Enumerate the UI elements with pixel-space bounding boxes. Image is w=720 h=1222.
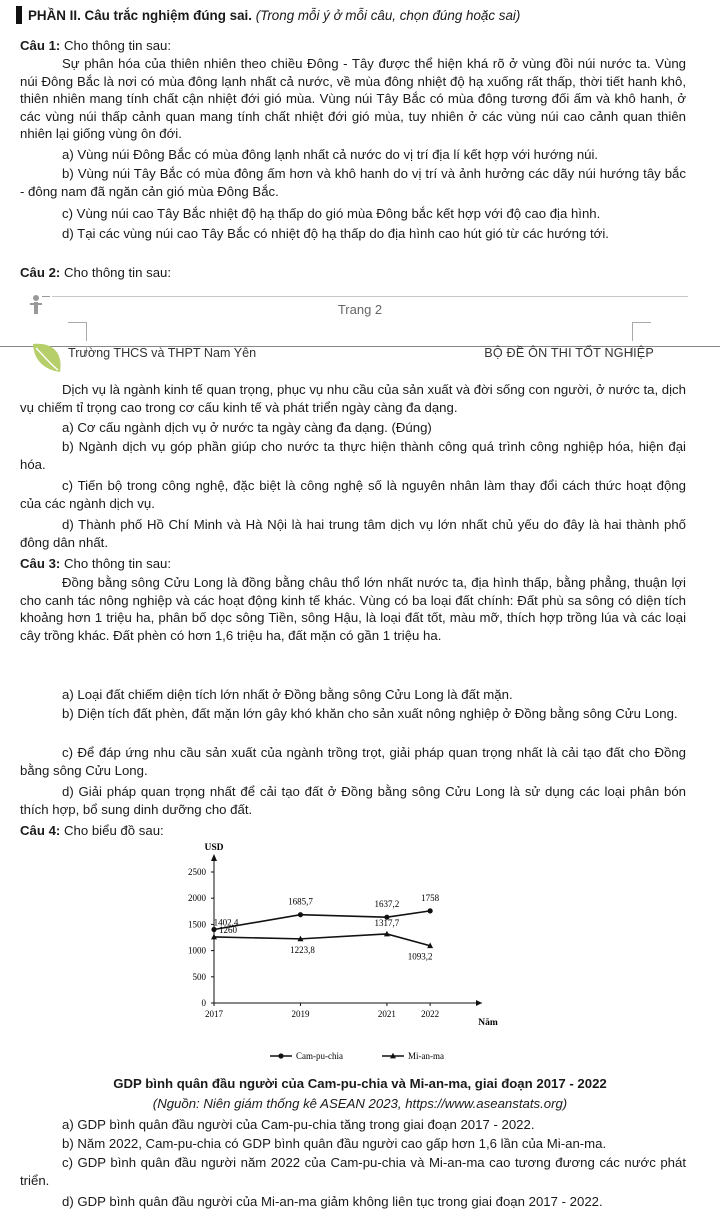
- section-heading: [16, 6, 520, 25]
- data-label: 1317,7: [374, 917, 400, 928]
- section-title: PHẦN II. Câu trắc nghiệm đúng sai.: [28, 8, 252, 23]
- q3-option-d: d) Giải pháp quan trọng nhất để cải tạo đất ở Đồng bằng sông Cửu Long là sử dụng các loại phân bón thích hợp, bổ sung dinh dưỡng cho đất.: [20, 784, 686, 817]
- data-label: 1685,7: [288, 896, 313, 907]
- q1-passage: Sự phân hóa của thiên nhiên theo chiều Đông - Tây được thể hiện khá rõ ở vùng đồi núi nước ta. Vùng núi Đông Bắc là nơi có mùa đông lạnh nhất cả nước, về mùa đông nhiệt độ hạ xuống rất thấp, thời tiết hanh khô, thiên nhiên mang tính chất cận nhiệt đới gió mùa. Vùng núi Tây Bắc có mùa đông tương đối ấm và khô hanh, ở các vùng núi thấp cảnh quan mang tính chất nhiệt đới gió mùa, tuy nhiên ở các vùng núi cao cảnh quan thiên nhiên lại giống vùng ôn đới.: [20, 56, 686, 141]
- legend-label: Mi-an-ma: [408, 1051, 444, 1061]
- leaf-logo-icon: [30, 340, 64, 380]
- series-line-myanmar: [214, 934, 430, 946]
- chart-source: (Nguồn: Niên giám thống kê ASEAN 2023, https://www.aseanstats.org): [152, 1096, 568, 1111]
- data-label: 1093,2: [407, 951, 433, 962]
- y-axis-arrow: [211, 854, 217, 861]
- x-axis-title: Năm: [478, 1018, 498, 1028]
- q3-option-b: b) Diện tích đất phèn, đất mặn lớn gây khó khăn cho sản xuất nông nghiệp ở Đồng bằng sông Cửu Long.: [62, 706, 678, 721]
- y-tick-label: 2000: [188, 893, 206, 904]
- q2-heading: [20, 264, 686, 282]
- q1-option-b: b) Vùng núi Tây Bắc có mùa đông ấm hơn và khô hanh do vị trí và ảnh hưởng các dãy núi hướng tây bắc - đông nam đã ngăn cản gió mùa Đông Bắc.: [20, 166, 686, 199]
- section-marker: [16, 6, 22, 24]
- x-tick-label: 2017: [205, 1009, 223, 1019]
- x-axis-arrow: [476, 1000, 482, 1006]
- q4-lead: Cho biểu đồ sau:: [63, 823, 164, 838]
- data-point: [298, 912, 303, 917]
- x-tick-label: 2022: [421, 1009, 440, 1019]
- q2-option-c: c) Tiến bộ trong công nghệ, đặc biệt là công nghệ số là nguyên nhân làm thay đổi cách thức hoạt động của các ngành dịch vụ.: [20, 478, 686, 511]
- y-tick-label: 500: [192, 971, 206, 982]
- q1-lead: Cho thông tin sau:: [63, 38, 172, 53]
- chart-caption: GDP bình quân đầu người của Cam-pu-chia và Mi-an-ma, giai đoạn 2017 - 2022: [113, 1076, 607, 1091]
- margin-corner-top-right: [632, 322, 651, 341]
- q4-option-a: a) GDP bình quân đầu người của Cam-pu-chia tăng trong giai đoạn 2017 - 2022.: [62, 1117, 535, 1132]
- section-note: (Trong mỗi ý ở mỗi câu, chọn đúng hoặc sai): [255, 8, 521, 23]
- q2-option-b: b) Ngành dịch vụ góp phần giúp cho nước ta thực hiện thành công quá trình công nghiệp hóa, hiện đại hóa.: [20, 439, 686, 472]
- margin-corner-top-left: [68, 322, 87, 341]
- q2-label: Câu 2:: [20, 265, 61, 280]
- q4-heading: [20, 822, 686, 840]
- gdp-line-chart: [172, 840, 532, 1070]
- q4-option-b: b) Năm 2022, Cam-pu-chia có GDP bình quân đầu người cao gấp hơn 1,6 lần của Mi-an-ma.: [62, 1136, 607, 1151]
- q2-option-d: d) Thành phố Hồ Chí Minh và Hà Nội là hai trung tâm dịch vụ lớn nhất chủ yếu do đây là hai thành phố đông dân nhất.: [20, 517, 686, 550]
- data-label: 1260: [219, 924, 237, 935]
- data-point: [428, 908, 433, 913]
- q1-option-a: a) Vùng núi Đông Bắc có mùa đông lạnh nhất cả nước do vị trí địa lí kết hợp với hướng núi.: [62, 147, 599, 162]
- q1-label: Câu 1:: [20, 38, 61, 53]
- legend-label: Cam-pu-chia: [296, 1051, 343, 1061]
- y-axis-title: USD: [204, 843, 224, 853]
- q3-option-a: a) Loại đất chiếm diện tích lớn nhất ở Đồng bằng sông Cửu Long là đất mặn.: [62, 687, 513, 702]
- x-tick-label: 2019: [291, 1009, 310, 1019]
- q3-option-c: c) Để đáp ứng nhu cầu sản xuất của ngành trồng trọt, giải pháp quan trọng nhất là cải tạo đất cho Đồng bằng sông Cửu Long.: [20, 745, 686, 778]
- q3-passage: Đồng bằng sông Cửu Long là đồng bằng châu thổ lớn nhất nước ta, địa hình thấp, bằng phẳng, thuận lợi cho canh tác nông nghiệp và các hoạt động kinh tế khác. Vùng có ba loại đất chính: Đất phù sa sông có diện tích khoảng hơn 1 triệu ha, phân bố dọc sông Tiền, sông Hậu, là loại đất tốt, màu mỡ, thích hợp trồng lúa và các loại cây trồng khác. Đất phèn có hơn 1,6 triệu ha, đất mặn có gần 1 triệu ha.: [20, 575, 686, 643]
- data-label: 1223,8: [290, 944, 315, 955]
- q3-lead: Cho thông tin sau:: [63, 556, 172, 571]
- exam-title: BỘ ĐỀ ÔN THI TỐT NGHIỆP: [484, 346, 654, 360]
- q2-passage: Dịch vụ là ngành kinh tế quan trọng, phục vụ nhu cầu của sản xuất và đời sống con người, ở nước ta, dịch vụ chiếm tỉ trọng cao trong cơ cấu kinh tế và phát triển ngày càng đa dạng.: [20, 382, 686, 415]
- page-break-line-top: [52, 296, 688, 297]
- y-tick-label: 0: [201, 998, 206, 1008]
- q1-option-d: d) Tại các vùng núi cao Tây Bắc có nhiệt độ hạ thấp do địa hình cao hút gió từ các hướng tới.: [62, 226, 609, 241]
- y-tick-label: 1500: [188, 919, 206, 930]
- data-label: 1402,4: [213, 917, 239, 928]
- x-tick-label: 2021: [377, 1009, 396, 1019]
- school-name: Trường THCS và THPT Nam Yên: [68, 346, 257, 360]
- page-number: Trang 2: [337, 302, 383, 317]
- q2-lead: Cho thông tin sau:: [63, 265, 172, 280]
- data-point: [211, 927, 216, 932]
- q1-option-c: c) Vùng núi cao Tây Bắc nhiệt độ hạ thấp do gió mùa Đông bắc kết hợp với độ cao địa hình.: [62, 206, 601, 221]
- q1-heading: [20, 37, 686, 55]
- q4-option-c: c) GDP bình quân đầu người năm 2022 của Cam-pu-chia và Mi-an-ma cao tương đương các nước phát triển.: [20, 1155, 686, 1188]
- q4-label: Câu 4:: [20, 823, 61, 838]
- y-tick-label: 2500: [188, 867, 206, 877]
- legend-marker: [278, 1053, 283, 1058]
- data-label: 1637,2: [374, 899, 400, 910]
- q3-heading: [20, 555, 686, 573]
- q2-option-a: a) Cơ cấu ngành dịch vụ ở nước ta ngày càng đa dạng. (Đúng): [62, 420, 432, 435]
- q4-option-d: d) GDP bình quân đầu người của Mi-an-ma giảm không liên tục trong giai đoạn 2017 - 2022.: [62, 1194, 603, 1209]
- y-tick-label: 1000: [188, 945, 206, 956]
- q3-label: Câu 3:: [20, 556, 61, 571]
- data-label: 1758: [421, 892, 440, 903]
